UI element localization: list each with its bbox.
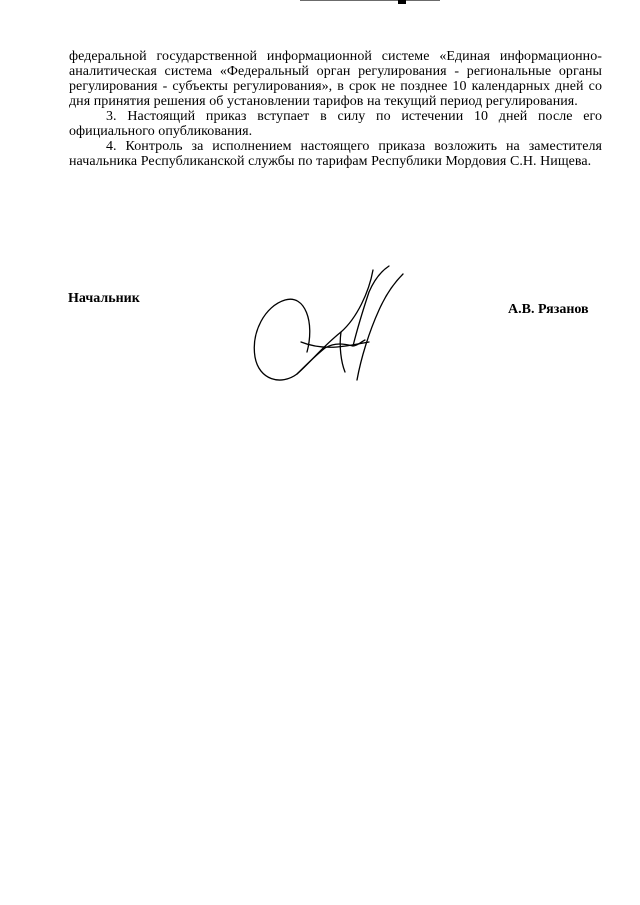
paragraph-continuation: федеральной государственной информационной системе «Единая информационно-аналитическая система «Федеральный орган регулирования - региональные органы регулирования - субъекты регулирования», в срок не позднее 10 календарных дней со дня принятия решения об установлении тарифов на текущий период регулирования. (69, 49, 602, 109)
paragraph-3-effective-date: 3. Настоящий приказ вступает в силу по истечении 10 дней после его официального опубликования. (69, 109, 602, 139)
paragraph-4-control: 4. Контроль за исполнением настоящего приказа возложить на заместителя начальника Республиканской службы по тарифам Республики Мордовия С.Н. Нищева. (69, 139, 602, 169)
signer-name: А.В. Рязанов (508, 302, 589, 317)
signer-position: Начальник (68, 291, 140, 306)
handwritten-signature (245, 262, 420, 392)
